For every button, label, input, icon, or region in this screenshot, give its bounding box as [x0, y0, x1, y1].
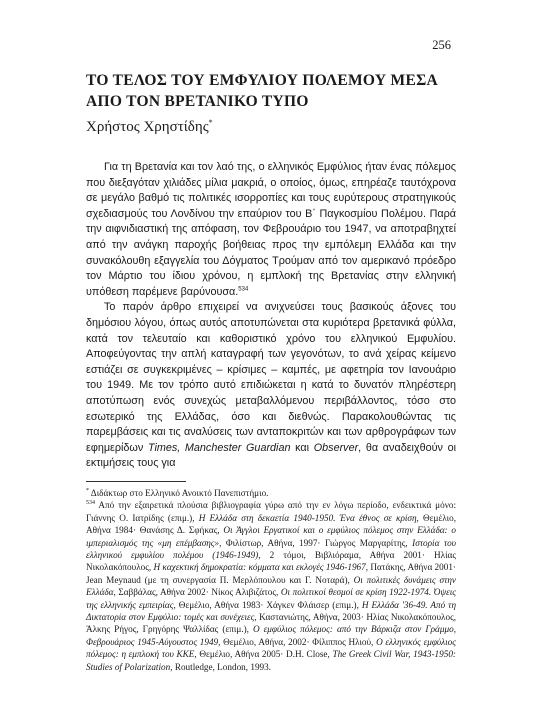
footnote-citation-title: Η Ελλάδα στη δεκαετία 1940-1950. Ένα έθνος σε κρίση	[198, 512, 417, 523]
newspaper-names: Times, Manchester Guardian	[147, 441, 291, 454]
footnote-534-text: , Σαββάλας, Αθήνα 2002· Νίκος Αλιβιζάτος,	[113, 587, 281, 598]
footnote-divider	[86, 481, 186, 482]
footnote-534-text: , Πατάκης, Αθήνα 2001· Jean Meynaud (με τη συνεργασία Π. Μερλόπουλου και Γ. Νοταρά),	[86, 562, 456, 585]
footnotes	[86, 487, 456, 673]
footnote-534-text: , Θεμέλιο, Αθήνα 2005· D.H. Close,	[194, 649, 333, 660]
footnote-534-text: , 2 τόμοι, Βιβλιόραμα, Αθήνα 2001· Ηλίας Νικολακόπουλος,	[86, 550, 456, 573]
footnote-citation-title: The Greek Civil War, 1943-1950: Studies of Polarization	[86, 649, 456, 672]
author-name: Χρήστος Χρηστίδης	[86, 119, 209, 135]
footnote-534-text: Από την εξαιρετικά πλούσια βιβλιογραφία γύρω από την εν λόγω περίοδο, ενδεικτικά μόνο: Γιάννης Ο. Ιατρίδης (επιμ.),	[86, 500, 456, 523]
footnote-534-text: , Θεμέλιο, Αθήνα 1983· Χάγκεν Φλάισερ (επιμ.),	[173, 599, 362, 610]
footnote-534-text: , Φιλίστωρ, Αθήνα, 1997· Γιώργος Μαργαρίτης,	[219, 537, 413, 548]
paragraph-2	[86, 300, 456, 472]
footnote-534	[86, 499, 456, 673]
footnote-author-mark: *	[86, 487, 89, 494]
article-title: ΤΟ ΤΕΛΟΣ ΤΟΥ ΕΜΦΥΛΙΟΥ ΠΟΛΕΜΟΥ ΜΕΣΑ ΑΠΟ ΤΟΝ ΒΡΕΤΑΝΙΚΟ ΤΥΠΟ	[86, 72, 438, 110]
author-line	[86, 118, 213, 136]
footnote-534-number: 534	[86, 500, 95, 507]
paragraph-2-end: , θα αναδειχθούν οι εκτιμήσεις τους για	[86, 441, 456, 470]
footnote-citation-title: Η Ελλάδα '36-49. Από τη Δικτατορία στον Εμφύλιο: τομές και συνέχειες	[86, 599, 456, 623]
footnote-citation-title: Οι πολιτικές δυνάμεις στην Ελλάδα	[86, 574, 457, 598]
footnote-author-text: Διδάκτωρ στο Ελληνικό Ανοικτό Πανεπιστήμιο.	[89, 488, 269, 498]
footnote-ref-534: 534	[238, 286, 249, 293]
footnote-citation-title: Ο ελληνικός εμφύλιος πόλεμος: η εμπλοκή του ΚΚΕ	[86, 636, 456, 660]
footnote-author	[86, 487, 456, 499]
paragraph-2-text: Το παρόν άρθρο επιχειρεί να ανιχνεύσει τους βασικούς άξονες του δημόσιου λόγου, όπως αυτός αποτυπώνεται στα κυριότερα βρετανικά φύλλα, κατά τον τελευταίο και καθοριστικό χρόνο του ελληνικού Εμφυλίου. Αποφεύγοντας την απλή καταγραφή των γεγονότων, το ανά χείρας κείμενο εστιάζει σε συγκεκριμένες – κρίσιμες – καμπές, με αφετηρία τον Ιανουάριο του 1949. Με τον τρόπο αυτό επιδιώκεται η κατά το δυνατόν πληρέστερη αποτύπωση ενός συνεχώς μεταβαλλόμενου περιβάλλοντος, τόσο στο εσωτερικό της Ελλάδας, όσο και διεθνώς. Παρακολουθώντας τις παρεμβάσεις και τις αναλύσεις των ανταποκριτών και των αρθρογράφων των εφημερίδων	[86, 301, 456, 454]
paragraph-1-text: Για τη Βρετανία και τον λαό της, ο ελληνικός Εμφύλιος ήταν ένας πόλεμος που διεξαγόταν χιλιάδες μίλια μακριά, ο οποίος, όμως, επηρέαζε ταυτόχρονα σε μεγάλο βαθμό τις πολιτικές ισορροπίες και τους ευρύτερους στρατηγικούς σχεδιασμούς του Λονδίνου την επαύριον του Β΄ Παγκοσμίου Πολέμου. Παρά την αιφνιδιαστική της απόφαση, τον Φεβρουάριο του 1947, να αποτραβηχτεί από την ανάγκη παροχής βοήθειας προς την εμπόλεμη Ελλάδα και την συνακόλουθη εξαγγελία του Δόγματος Τρούμαν από τον αμερικανό πρόεδρο τον Μάρτιο του ίδιου χρόνου, η εμπλοκή της Βρετανίας στην ελληνική υπόθεση παρέμενε βαρύνουσα.	[86, 161, 456, 298]
footnote-citation-title: Οι πολιτικοί θεσμοί σε κρίση 1922-1974. Όψεις της ελληνικής εμπειρίας	[86, 587, 456, 610]
author-footnote-mark: *	[208, 118, 213, 127]
footnote-citation-title: Οι Άγγλοι Εργατικοί και ο εμφύλιος πόλεμος στην Ελλάδα: ο ιμπεριαλισμός της «μη επέμβασης»	[86, 525, 456, 548]
footnote-534-text: , Θεμέλιο, Αθήνα 1984· Θανάσης Δ. Σφήκας,	[86, 512, 456, 536]
footnote-citation-title: Ιστορία του ελληνικού εμφυλίου πολέμου (1946-1949)	[86, 537, 456, 561]
footnote-534-text: , Καστανιώτης, Αθήνα, 2003· Ηλίας Νικολακόπουλος, Άλκης Ρήγος, Γρηγόρης Ψαλλίδας (επιμ.),	[86, 612, 456, 635]
footnote-citation-title: Ο εμφύλιος πόλεμος: από την Βάρκιζα στον Γράμμο, Φεβρουάριος 1945-Αύγουστος 1949	[86, 624, 456, 647]
page-number: 256	[432, 38, 451, 52]
body-text	[86, 160, 456, 472]
footnote-534-text: , Routledge, London, 1993.	[170, 661, 272, 672]
paragraph-2-conjunction: και	[290, 441, 314, 454]
footnote-citation-title: Η καχεκτική δημοκρατία: κόμματα και εκλογές 1946-1967	[153, 562, 366, 573]
newspaper-observer: Observer	[313, 441, 359, 454]
paragraph-1	[86, 160, 456, 300]
footnote-534-text: , Θεμέλιο, Αθήνα, 2002· Φίλιππος Ηλιού,	[218, 636, 377, 647]
